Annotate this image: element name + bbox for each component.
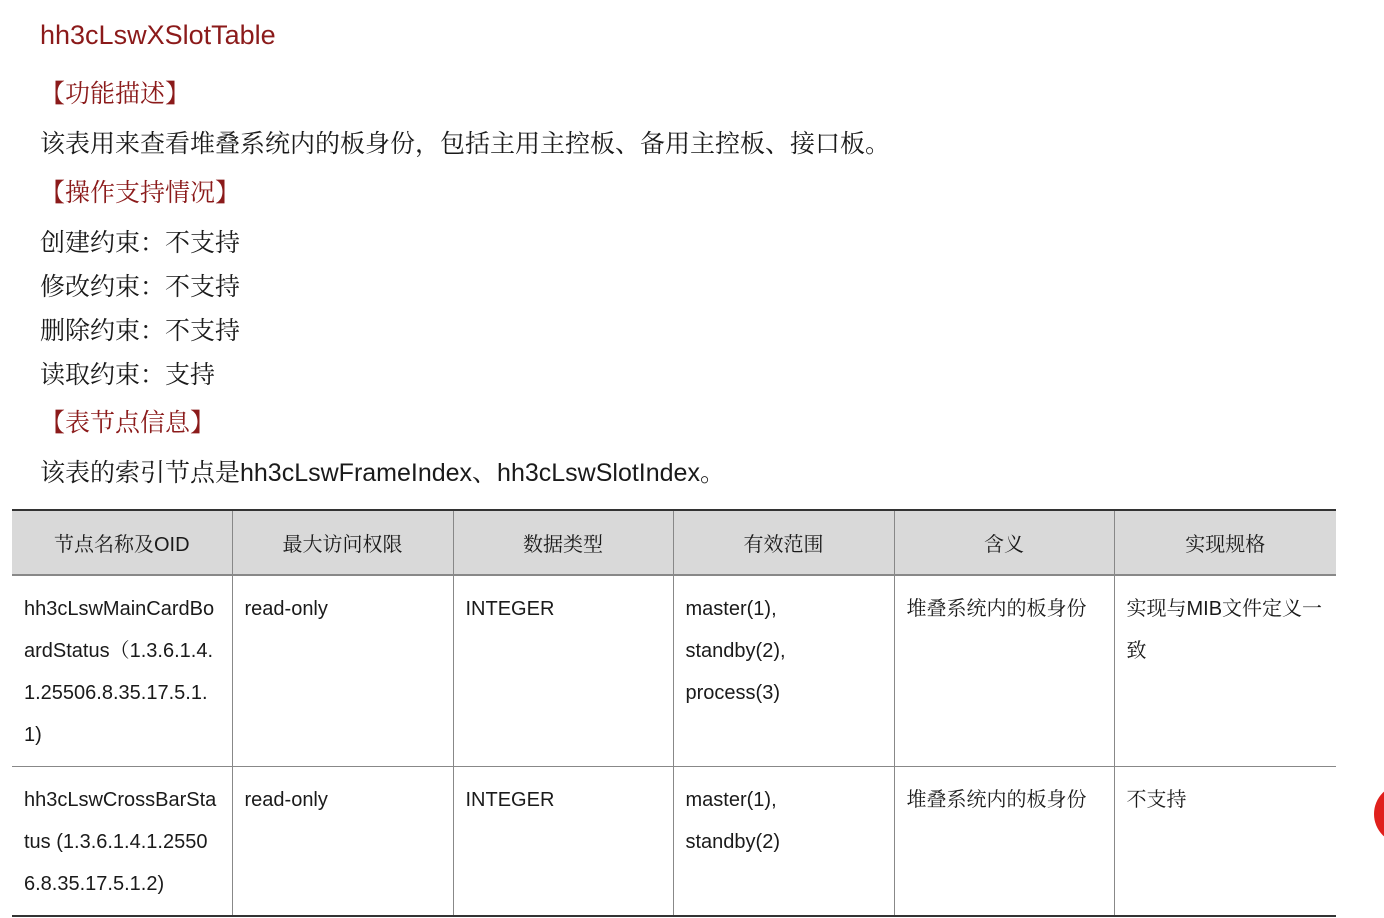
- cell-range: [673, 767, 894, 917]
- cell-type: INTEGER: [453, 767, 673, 917]
- range-value: master(1),: [685, 789, 777, 811]
- header-data-type: 数据类型: [453, 510, 673, 575]
- function-heading: 【功能描述】: [40, 80, 191, 108]
- range-value: master(1),: [685, 598, 777, 620]
- header-node-name: 节点名称及OID: [12, 510, 232, 575]
- node-index-text: 该表的索引节点是hh3cLswFrameIndex、hh3cLswSlotIndex。: [40, 459, 725, 487]
- cell-node-name: hh3cLswCrossBarStatus (1.3.6.1.4.1.25506.8.35.17.5.1.2): [12, 767, 232, 917]
- cell-meaning: 堆叠系统内的板身份: [894, 575, 1114, 767]
- cell-node-name: hh3cLswMainCardBoardStatus（1.3.6.1.4.1.25506.8.35.17.5.1.1): [12, 575, 232, 767]
- page-title: hh3cLswXSlotTable: [40, 20, 276, 50]
- table-row: [12, 767, 1336, 917]
- table-row: [12, 575, 1336, 767]
- range-value: standby(2),: [685, 640, 786, 662]
- table-header-row: [12, 510, 1336, 575]
- header-valid-range: 有效范围: [673, 510, 894, 575]
- op-delete: 删除约束：不支持: [40, 317, 241, 345]
- header-spec: 实现规格: [1114, 510, 1336, 575]
- cell-access: read-only: [232, 575, 453, 767]
- cell-range: [673, 575, 894, 767]
- op-create: 创建约束：不支持: [40, 229, 241, 257]
- op-modify: 修改约束：不支持: [40, 273, 241, 301]
- cell-access: read-only: [232, 767, 453, 917]
- range-value: standby(2): [685, 831, 780, 853]
- cell-spec: 实现与MIB文件定义一致: [1114, 575, 1336, 767]
- header-max-access: 最大访问权限: [232, 510, 453, 575]
- cell-type: INTEGER: [453, 575, 673, 767]
- op-read: 读取约束：支持: [40, 361, 216, 389]
- range-value: process(3): [685, 682, 780, 704]
- node-heading: 【表节点信息】: [40, 409, 216, 437]
- mib-node-table: [12, 509, 1336, 917]
- cell-spec: 不支持: [1114, 767, 1336, 917]
- function-description: 该表用来查看堆叠系统内的板身份，包括主用主控板、备用主控板、接口板。: [40, 130, 891, 158]
- ops-heading: 【操作支持情况】: [40, 179, 241, 207]
- floating-action-button[interactable]: [1374, 784, 1384, 844]
- header-meaning: 含义: [894, 510, 1114, 575]
- cell-meaning: 堆叠系统内的板身份: [894, 767, 1114, 917]
